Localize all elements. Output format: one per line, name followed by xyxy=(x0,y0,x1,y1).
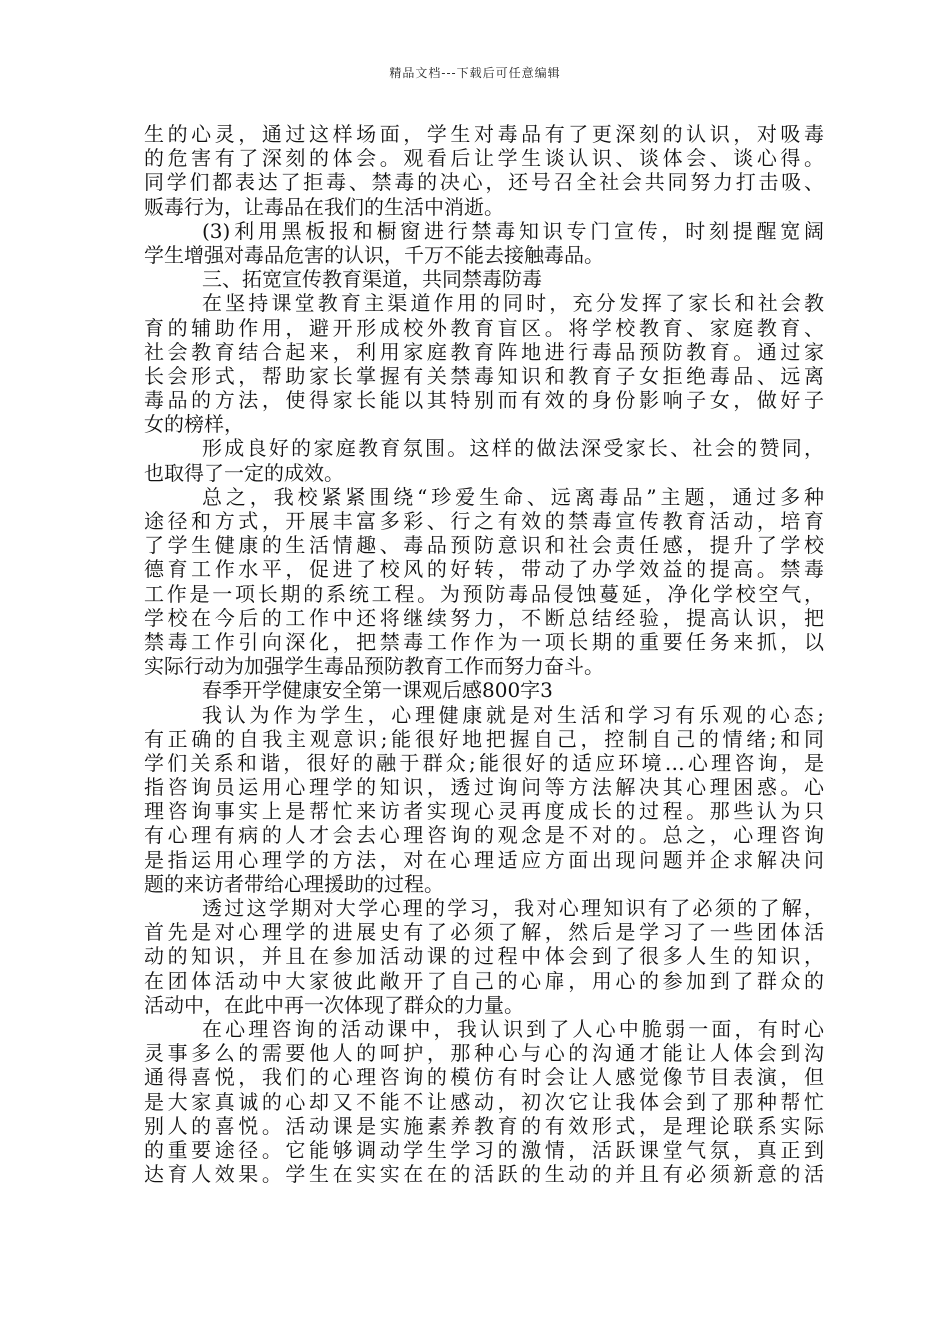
text-line: 通得喜悦，我们的心理咨询的模仿有时会让人感觉像节目表演，但 xyxy=(144,1065,824,1090)
text-line: 透过这学期对大学心理的学习，我对心理知识有了必须的了解， xyxy=(202,896,824,920)
text-line: 有正确的自我主观意识;能很好地把握自己，控制自己的情绪;和同 xyxy=(144,726,824,751)
text-line: 学生增强对毒品危害的认识，千万不能去接触毒品。 xyxy=(144,242,604,267)
text-line: 有心理有病的人才会去心理咨询的观念是不对的。总之，心理咨询 xyxy=(144,823,824,848)
text-line: 学校在今后的工作中还将继续努力，不断总结经验，提高认识，把 xyxy=(144,605,824,630)
text-line: 工作是一项长期的系统工程。为预防毒品侵蚀蔓延，净化学校空气， xyxy=(144,581,824,606)
text-line: 活动中，在此中再一次体现了群众的力量。 xyxy=(144,992,524,1017)
text-line: 指咨询员运用心理学的知识，透过询问等方法解决其心理困惑。心 xyxy=(144,775,824,800)
text-line: 达育人效果。学生在实实在在的活跃的生动的并且有必须新意的活 xyxy=(144,1162,824,1187)
text-line: 我认为作为学生，心理健康就是对生活和学习有乐观的心态; xyxy=(202,702,824,727)
text-line: 别人的喜悦。活动课是实施素养教育的有效形式，是理论联系实际 xyxy=(144,1113,824,1138)
text-line: 是指运用心理学的方法，对在心理适应方面出现问题并企求解决问 xyxy=(144,847,824,872)
text-line: 毒品的方法，使得家长能以其特别而有效的身份影响子女，做好子 xyxy=(144,388,824,413)
text-line: 春季开学健康安全第一课观后感800字3 xyxy=(202,678,553,703)
text-line: 同学们都表达了拒毒、禁毒的决心，还号召全社会共同努力打击吸、 xyxy=(144,170,824,195)
text-line: 理咨询事实上是帮忙来访者实现心灵再度成长的过程。那些认为只 xyxy=(144,799,824,824)
text-line: 学们关系和谐，很好的融于群众;能很好的适应环境…心理咨询，是 xyxy=(144,750,824,775)
text-line: 形成良好的家庭教育氛围。这样的做法深受家长、社会的赞同， xyxy=(202,436,824,461)
text-line: 禁毒工作引向深化，把禁毒工作作为一项长期的重要任务来抓，以 xyxy=(144,629,824,654)
text-line: 实际行动为加强学生毒品预防教育工作而努力奋斗。 xyxy=(144,654,604,679)
page-header: 精品文档---下载后可任意编辑 xyxy=(389,66,561,80)
text-line: 题的来访者带给心理援助的过程。 xyxy=(144,871,444,896)
text-line: 也取得了一定的成效。 xyxy=(144,460,344,485)
text-line: 育的辅助作用，避开形成校外教育盲区。将学校教育、家庭教育、 xyxy=(144,315,824,340)
text-line: 灵事多么的需要他人的呵护，那种心与心的沟通才能让人体会到沟 xyxy=(144,1041,824,1066)
text-line: 总之，我校紧紧围绕“珍爱生命、远离毒品”主题，通过多种 xyxy=(202,484,824,509)
text-line: 女的榜样， xyxy=(144,412,244,437)
text-line: 在团体活动中大家彼此敞开了自己的心扉，用心的参加到了群众的 xyxy=(144,968,824,993)
text-line: 在心理咨询的活动课中，我认识到了人心中脆弱一面，有时心 xyxy=(202,1016,824,1041)
text-line: 贩毒行为，让毒品在我们的生活中消逝。 xyxy=(144,194,504,219)
text-line: 在坚持课堂教育主渠道作用的同时，充分发挥了家长和社会教 xyxy=(202,291,824,316)
document-body xyxy=(144,122,824,1186)
text-line: 德育工作水平，促进了校风的好转，带动了办学效益的提高。禁毒 xyxy=(144,557,824,582)
text-line: 三、拓宽宣传教育渠道，共同禁毒防毒 xyxy=(202,267,542,292)
text-line: 首先是对心理学的进展史有了必须了解，然后是学习了一些团体活 xyxy=(144,920,824,945)
text-line: 途径和方式，开展丰富多彩、行之有效的禁毒宣传教育活动，培育 xyxy=(144,509,824,533)
text-line: 的重要途径。它能够调动学生学习的激情，活跃课堂气氛，真正到 xyxy=(144,1137,824,1162)
text-line: (3)利用黑板报和橱窗进行禁毒知识专门宣传，时刻提醒宽阔 xyxy=(202,218,824,243)
text-line: 的危害有了深刻的体会。观看后让学生谈认识、谈体会、谈心得。 xyxy=(144,146,824,171)
text-line: 社会教育结合起来，利用家庭教育阵地进行毒品预防教育。通过家 xyxy=(144,339,824,364)
text-line: 长会形式，帮助家长掌握有关禁毒知识和教育子女拒绝毒品、远离 xyxy=(144,363,824,388)
text-line: 动的知识，并且在参加活动课的过程中体会到了很多人生的知识， xyxy=(144,944,824,969)
text-line: 是大家真诚的心却又不能不让感动，初次它让我体会到了那种帮忙 xyxy=(144,1089,824,1114)
text-line: 生的心灵，通过这样场面，学生对毒品有了更深刻的认识，对吸毒 xyxy=(144,122,824,146)
text-line: 了学生健康的生活情趣、毒品预防意识和社会责任感，提升了学校 xyxy=(144,533,824,558)
